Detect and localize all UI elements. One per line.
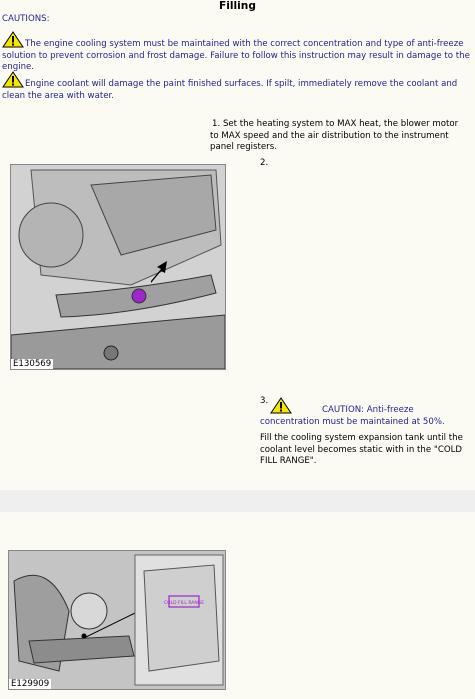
expansion-tank-figure — [8, 550, 226, 690]
step-number: 1. — [212, 119, 221, 129]
step-3-number: 3. — [260, 396, 269, 406]
warning-triangle-icon — [2, 31, 24, 48]
cautions-heading: CAUTIONS: — [2, 14, 50, 24]
step-number: 2. — [260, 158, 269, 168]
page-title: Filling — [219, 0, 256, 12]
engine-illustration — [11, 165, 225, 369]
step-3-text: Fill the cooling system expansion tank until the coolant level becomes static with in the "COLD FILL RANGE". — [260, 433, 463, 466]
warning-triangle-icon — [2, 71, 24, 88]
step-1 — [210, 119, 468, 154]
caution-text: The engine cooling system must be maintained with the correct concentration and type of anti-freeze solution to prevent corrosion and frost damage. Failure to follow this instruction may result in damage to the engine. — [2, 39, 470, 72]
figure-label: E129909 — [11, 679, 50, 689]
figure-label: E130569 — [13, 359, 52, 369]
caution-text: Engine coolant will damage the paint finished surfaces. If spilt, immediately remove the coolant and clean the area with water. — [2, 79, 458, 101]
caution-paint — [2, 71, 472, 102]
step-2 — [260, 158, 268, 170]
expansion-tank-illustration — [9, 551, 225, 689]
section-separator — [0, 490, 475, 512]
step-text: Set the heating system to MAX heat, the blower motor to MAX speed and the air distribution to the instrument panel registers. — [210, 119, 459, 152]
engine-figure — [10, 164, 226, 370]
caution-cooling-system — [2, 31, 472, 74]
tank-fill-label: COLD FILL RANGE — [163, 601, 205, 606]
step-3-caution-text: CAUTION: Anti-freeze concentration must be maintained at 50%. — [260, 405, 445, 427]
